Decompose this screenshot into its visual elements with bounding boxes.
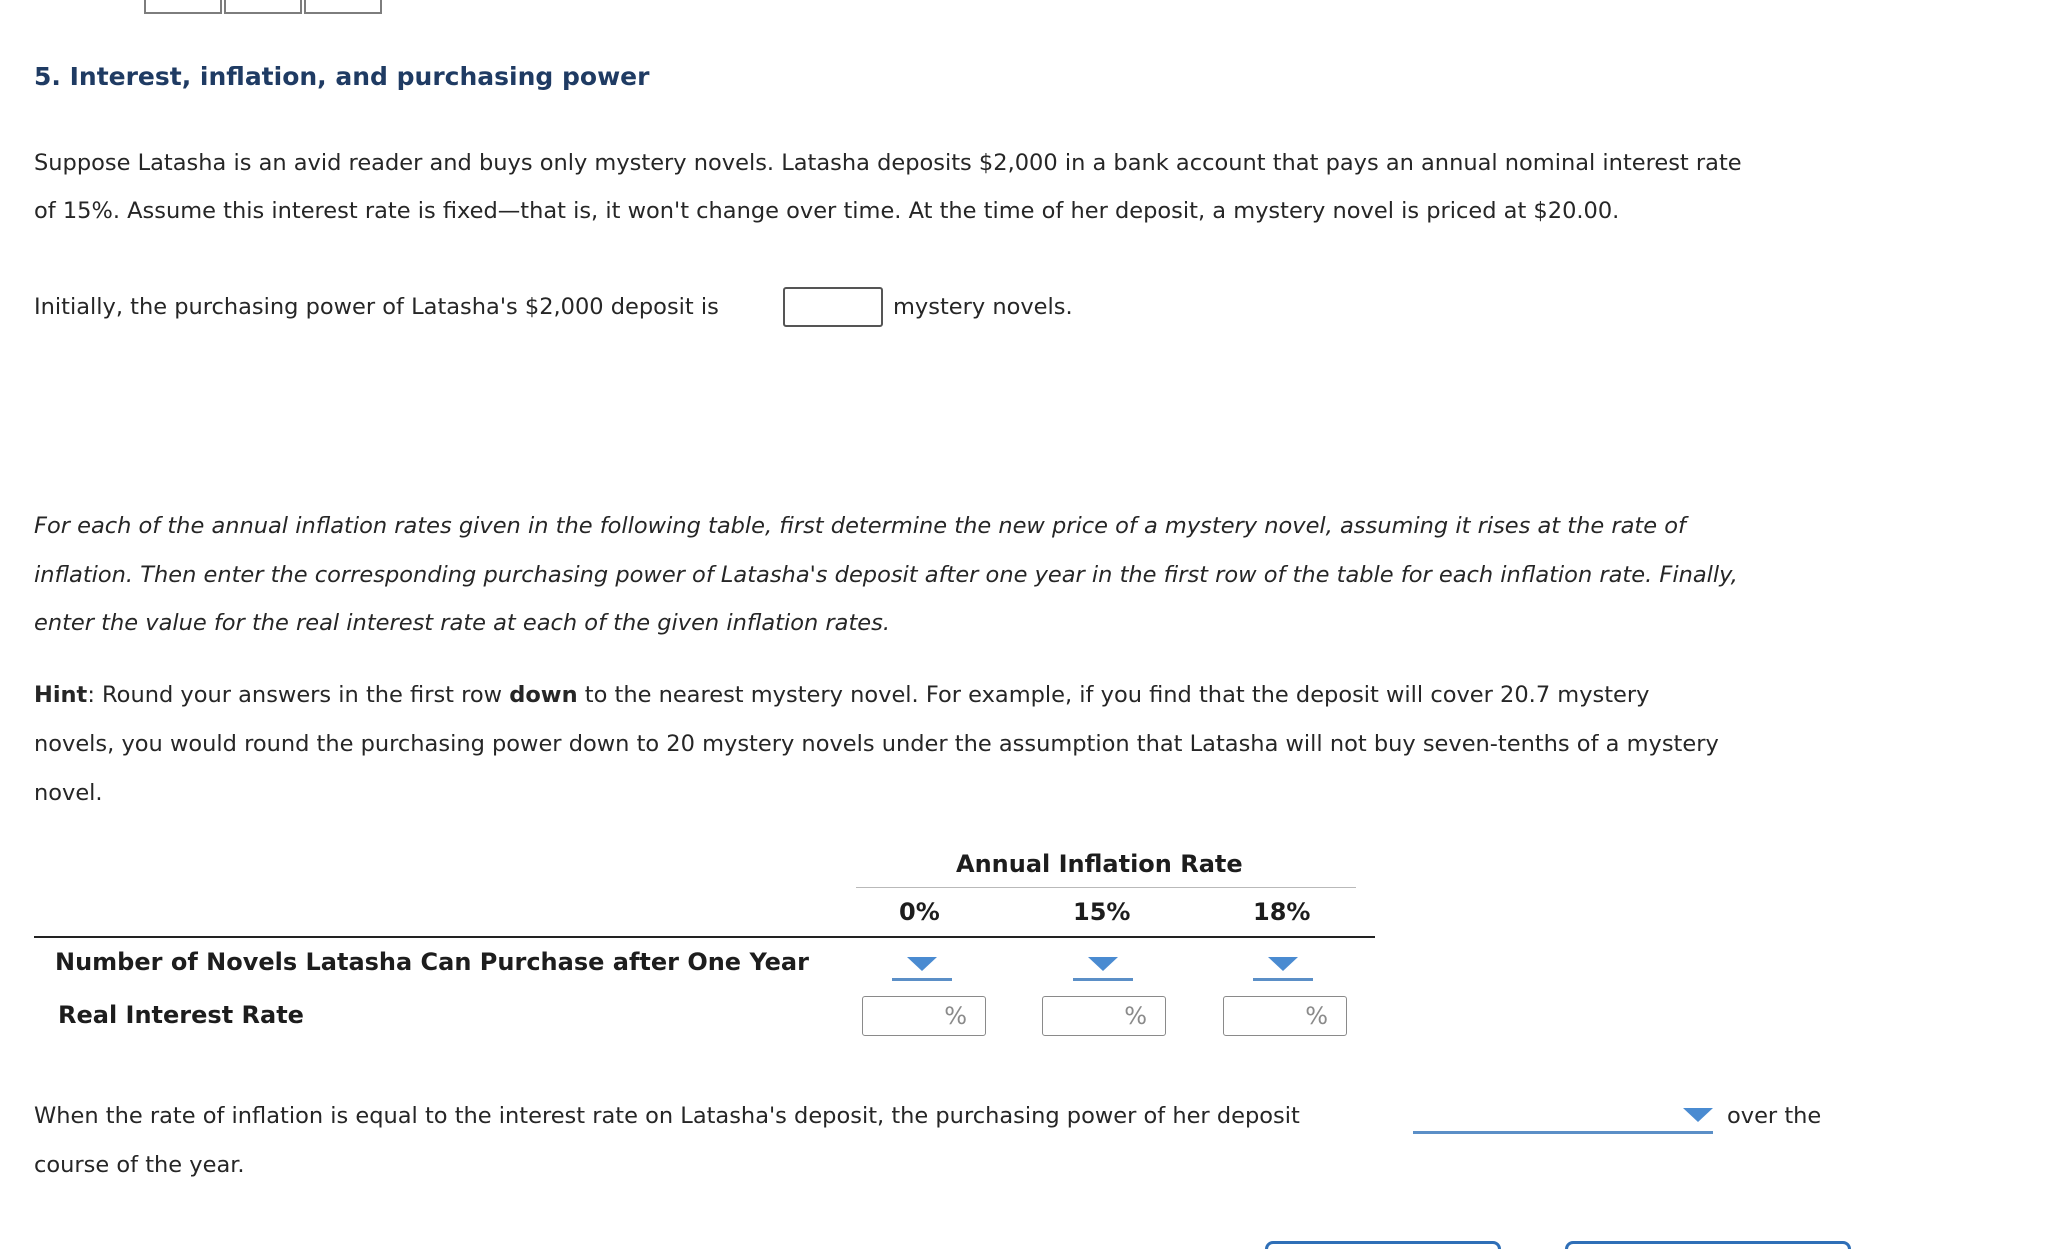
chevron-down-icon: [1268, 957, 1298, 971]
row-label-novels: Number of Novels Latasha Can Purchase after One Year: [55, 948, 809, 976]
hint-text: : Round your answers in the first row: [87, 682, 510, 708]
real-rate-18pct-input[interactable]: %: [1223, 996, 1347, 1036]
novels-0pct-dropdown[interactable]: [892, 955, 952, 981]
chevron-down-icon: [1683, 1108, 1713, 1122]
column-header-0pct: 0%: [899, 898, 940, 926]
group-header-divider: [856, 887, 1356, 888]
question-title: 5. Interest, inflation, and purchasing power: [34, 62, 650, 91]
conclusion-text: When the rate of inflation is equal to the interest rate on Latasha's deposit, the purchasing power of her deposit: [34, 1103, 1300, 1129]
grade-button[interactable]: [1265, 1241, 1501, 1249]
chevron-down-icon: [1088, 957, 1118, 971]
previous-answer-box: [224, 0, 302, 14]
instructions-line-1: For each of the annual inflation rates given in the following table, first determine the new price of a mystery novel, assuming it rises at the rate of: [34, 513, 1686, 539]
intro-line-1: Suppose Latasha is an avid reader and buys only mystery novels. Latasha deposits $2,000 in a bank account that pays an annual nominal interest rate: [34, 150, 1742, 176]
column-header-18pct: 18%: [1253, 898, 1311, 926]
hint-text: to the nearest mystery novel. For example, if you find that the deposit will cover 20.7 mystery: [577, 682, 1650, 708]
conclusion-line-2: course of the year.: [34, 1152, 245, 1178]
initial-purchasing-power-unit: mystery novels.: [893, 294, 1073, 320]
intro-line-2: of 15%. Assume this interest rate is fixed—that is, it won't change over time. At the time of her deposit, a mystery novel is priced at $20.00.: [34, 198, 1620, 224]
hint-emphasis: down: [509, 682, 578, 708]
real-rate-15pct-input[interactable]: %: [1042, 996, 1166, 1036]
hint-label: Hint: [34, 682, 88, 708]
initial-purchasing-power-input[interactable]: [783, 287, 883, 327]
novels-15pct-dropdown[interactable]: [1073, 955, 1133, 981]
table-header-rule: [34, 936, 1375, 938]
save-continue-button[interactable]: [1565, 1241, 1851, 1249]
previous-answer-box: [304, 0, 382, 14]
previous-answer-box: [144, 0, 222, 14]
initial-purchasing-power-text: Initially, the purchasing power of Latasha's $2,000 deposit is: [34, 294, 719, 320]
hint-line-2: novels, you would round the purchasing power down to 20 mystery novels under the assumption that Latasha will not buy seven-tenths of a mystery: [34, 731, 1719, 757]
instructions-line-3: enter the value for the real interest rate at each of the given inflation rates.: [34, 610, 890, 636]
table-group-header: Annual Inflation Rate: [956, 850, 1243, 878]
hint-line-3: novel.: [34, 780, 103, 806]
column-header-15pct: 15%: [1073, 898, 1131, 926]
instructions-line-2: inflation. Then enter the corresponding purchasing power of Latasha's deposit after one year in the first row of the table for each inflation rate. Finally,: [34, 562, 1738, 588]
chevron-down-icon: [907, 957, 937, 971]
hint-line-1: [34, 671, 1649, 720]
row-label-real-interest: Real Interest Rate: [58, 1001, 304, 1029]
conclusion-text-end: over the: [1727, 1103, 1822, 1129]
real-rate-0pct-input[interactable]: %: [862, 996, 986, 1036]
conclusion-dropdown[interactable]: [1413, 1106, 1713, 1134]
novels-18pct-dropdown[interactable]: [1253, 955, 1313, 981]
